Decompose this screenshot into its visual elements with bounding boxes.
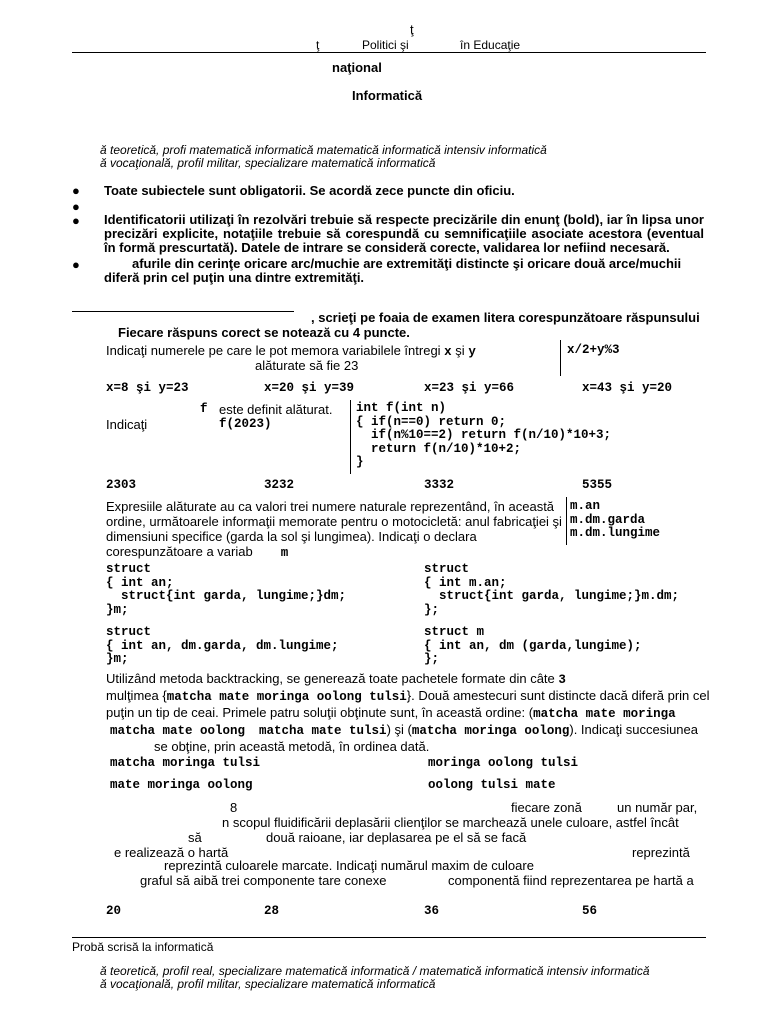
q5-line-6b: componentă fiind reprezentarea pe hartă a	[448, 873, 694, 888]
section-underline	[72, 311, 294, 312]
q2-text-2: Indicaţi	[106, 417, 148, 432]
q2-function-name: f	[200, 402, 208, 416]
q1-option-c: x=23 şi y=66	[424, 381, 515, 395]
q2-code-bar	[350, 400, 351, 474]
q3-option-d: struct m { int an, dm (garda,lungime); };	[424, 625, 642, 666]
q5-option-a: 20	[106, 904, 122, 918]
q1-option-d: x=43 şi y=20	[582, 381, 673, 395]
bullet-icon: ●	[72, 199, 80, 214]
bullet-icon: ●	[72, 257, 80, 272]
q5-option-b: 28	[264, 904, 280, 918]
header-rule	[72, 52, 706, 53]
q2-call: f(2023)	[219, 417, 272, 431]
q5-zone: fiecare zonă	[511, 800, 582, 815]
q4-option-a: matcha moringa tulsi	[110, 756, 261, 770]
q3-option-b: struct { int m.an; struct{int garda, lungime;}m.dm; };	[424, 562, 680, 617]
q5-line-4b: reprezintă	[632, 845, 690, 860]
footer-line-2: ă vocaţională, profil militar, specializare matematică informatică	[100, 977, 436, 991]
q5-number: 8	[230, 800, 238, 815]
q3-code-bar	[566, 497, 567, 545]
q2-code: int f(int n) { if(n==0) return 0; if(n%10==2) return f(n/10)*10+3; return f(n/10)*10+2; }	[356, 401, 612, 469]
q5-line-3a: să	[188, 830, 202, 845]
bullet-icon: ●	[72, 213, 80, 228]
q1-option-a: x=8 şi y=23	[106, 381, 189, 395]
q5-option-c: 36	[424, 904, 440, 918]
instruction-4: afurile din cerinţe oricare arc/muchie are extremităţi distincte şi oricare două arce/muchii diferă prin cel puţin una dintre extremităţi.	[104, 256, 682, 285]
q2-option-b: 3232	[264, 478, 295, 492]
profile-line-2: ă vocaţională, profil militar, specializare matematică informatică	[100, 156, 436, 170]
exam-subject: Informatică	[352, 88, 423, 103]
exam-national: naţional	[332, 60, 382, 75]
instruction-1: Toate subiectele sunt obligatorii. Se acordă zece puncte din oficiu.	[104, 183, 515, 198]
section-intro: , scrieţi pe foaia de examen litera corespunzătoare răspunsului	[311, 310, 700, 325]
q5-line-4a: e realizează o hartă	[114, 845, 229, 860]
q5-line-2: n scopul fluidificării deplasării clienţilor se marchează unele culoare, astfel încât	[222, 815, 679, 830]
header-mark-top: ţ	[410, 22, 414, 37]
q5-line-5: reprezintă culoarele marcate. Indicaţi numărul maxim de culoare	[164, 858, 534, 873]
q4-text: Utilizând metoda backtracking, se generează toate pachetele formate din câte 3 mulţimea {matcha mate moringa oolong tulsi}. Două amestecuri sunt distincte dacă diferă prin cel puţin un tip de ceai. Primele patru soluţii obţinute sunt, în această ordine: (matcha mate moringa matcha mate oolong matcha mate tulsi) şi (matcha moringa oolong). Indicaţi succesiunea se obţine, prin această metodă, în ordinea dată.	[106, 671, 710, 754]
header-right: în Educaţie	[460, 38, 521, 52]
footer-rule	[72, 937, 706, 938]
q1-code-bar	[560, 340, 561, 376]
q5-line-6a: graful să aibă trei componente tare conexe	[140, 873, 387, 888]
q5-even: un număr par,	[617, 800, 698, 815]
q2-text-1: este definit alăturat.	[219, 402, 333, 417]
q3-text: Expresiile alăturate au ca valori trei numere naturale reprezentând, în această ordine, următoarele informaţii memorate pentru o motocicletă: anul fabricaţiei şi dimensiuni specifice (garda la sol şi lungimea). Indicaţi o declara corespunzătoare a variab m	[106, 499, 562, 560]
q2-option-c: 3332	[424, 478, 455, 492]
q2-option-a: 2303	[106, 478, 137, 492]
q1-text: Indicaţi numerele pe care le pot memora variabilele întregi x şi y	[106, 343, 476, 359]
q5-line-3b: două raioane, iar deplasarea pe el să se facă	[266, 830, 527, 845]
q1-text-2: alăturate să fie 23	[255, 358, 359, 373]
q4-option-b: moringa oolong tulsi	[428, 756, 579, 770]
instruction-3: Identificatorii utilizaţi în rezolvări trebuie să respecte precizările din enunţ (bold), iar în lipsa unor precizări explicite, notaţiile trebuie să corespundă cu semnificaţiile asociate acestora (eventual în formă prescurtată). Datele de intrare se consideră corecte, validarea lor nefiind necesară.	[104, 212, 704, 255]
q3-expressions: m.an m.dm.garda m.dm.lungime	[570, 499, 661, 540]
q2-option-d: 5355	[582, 478, 613, 492]
header-mark-left: ţ	[316, 38, 320, 52]
q1-expression: x/2+y%3	[567, 343, 620, 357]
q5-option-d: 56	[582, 904, 598, 918]
q3-option-c: struct { int an, dm.garda, dm.lungime; }m;	[106, 625, 339, 666]
q3-option-a: struct { int an; struct{int garda, lungime;}dm; }m;	[106, 562, 347, 617]
bullet-icon: ●	[72, 183, 80, 198]
q1-option-b: x=20 şi y=39	[264, 381, 355, 395]
q4-option-d: oolong tulsi mate	[428, 778, 556, 792]
footer-line-1: ă teoretică, profil real, specializare matematică informatică / matematică informatică intensiv informatică	[100, 964, 650, 978]
q4-option-c: mate moringa oolong	[110, 778, 253, 792]
header-center: Politici şi	[362, 38, 409, 52]
profile-line-1: ă teoretică, profi matematică informatică matematică informatică intensiv informatică	[100, 143, 547, 157]
footer-title: Probă scrisă la informatică	[72, 940, 214, 954]
section-points: Fiecare răspuns corect se notează cu 4 puncte.	[118, 325, 410, 340]
